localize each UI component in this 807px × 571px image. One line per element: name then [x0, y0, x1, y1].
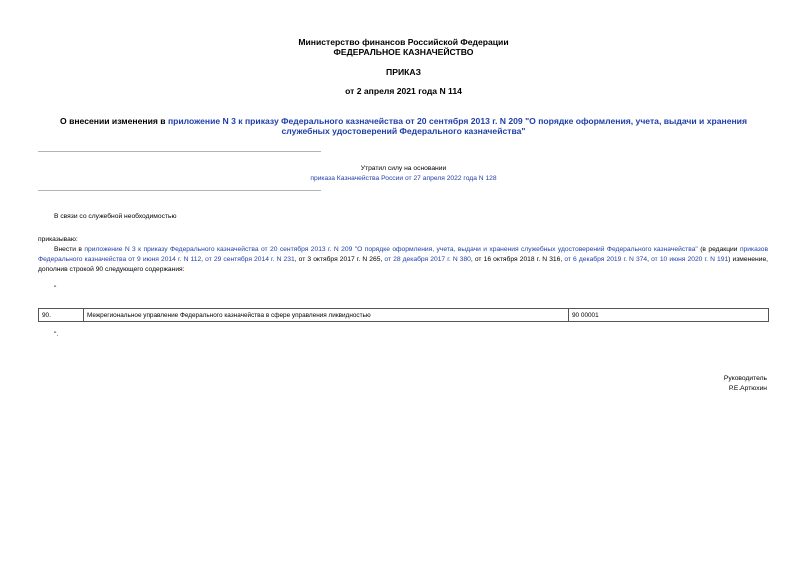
intro-text: В связи со служебной необходимостью — [54, 213, 177, 220]
paragraph-start: Внести в — [54, 246, 85, 253]
lost-force-note: Утратил силу на основании — [360, 165, 447, 172]
link-order-2019-374[interactable]: от 6 декабря 2019 г. N 374 — [564, 256, 648, 264]
paragraph-sep-1: , — [201, 256, 206, 264]
quote-close: ". — [54, 331, 59, 338]
link-appendix-3[interactable]: приложение N 3 к приказу Федерального казначейства от 20 сентября 2013 г. N 209 "О порядке оформления, учета, выдачи и хранения служебных удостоверений Федерального казначейства" — [84, 246, 698, 253]
document-type: ПРИКАЗ — [386, 67, 421, 77]
row-unit-code: 90 00001 — [569, 309, 769, 322]
divider-top — [38, 151, 321, 152]
row-number: 90. — [39, 309, 84, 322]
link-order-2014-231[interactable]: от 29 сентября 2014 г. N 231 — [205, 256, 295, 264]
lost-force-basis-link[interactable]: приказа Казначейства России от 27 апреля 2022 года N 128 — [310, 175, 497, 182]
paragraph-mid-1: , от 3 октября 2017 г. N 265, — [294, 256, 385, 264]
paragraph-mid-2: , от 16 октября 2018 г. N 316, — [470, 256, 565, 264]
paragraph-sep-2: , — [647, 256, 652, 264]
link-order-2020-191[interactable]: от 10 июня 2020 г. N 191 — [651, 256, 729, 264]
table-row — [39, 309, 769, 322]
divider-bottom — [38, 190, 321, 191]
ministry-name: Министерство финансов Российской Федерации — [298, 37, 509, 47]
document-date-number: от 2 апреля 2021 года N 114 — [345, 86, 462, 96]
amendment-table — [38, 308, 769, 322]
title-link-appendix-cont[interactable]: служебных удостоверений Федерального казначейства" — [281, 126, 526, 136]
title-link-appendix[interactable]: приложение N 3 к приказу Федерального казначейства от 20 сентября 2013 г. N 209 "О порядке оформления, учета, выдачи и хранения — [167, 116, 747, 126]
paragraph-edition: (в редакции — [697, 246, 740, 253]
link-order-2017-380[interactable]: от 28 декабря 2017 г. N 380 — [384, 256, 471, 264]
row-unit-name: Межрегиональное управление Федерального казначейства в сфере управления ликвидностью — [84, 309, 569, 322]
link-order-2014-112[interactable]: приказов Федерального казначейства от 9 июня 2014 г. N 112 — [38, 246, 768, 264]
title-prefix: О внесении изменения в — [60, 116, 168, 126]
signatory-name: Р.Е.Артюхин — [728, 385, 767, 392]
order-word: приказываю: — [38, 236, 78, 243]
main-paragraph — [38, 245, 768, 276]
quote-open: " — [54, 285, 57, 292]
agency-name: ФЕДЕРАЛЬНОЕ КАЗНАЧЕЙСТВО — [333, 47, 474, 57]
signatory-position: Руководитель — [723, 375, 767, 382]
paragraph-end: ) изменение, дополнив строкой 90 следующего содержания: — [38, 256, 769, 274]
